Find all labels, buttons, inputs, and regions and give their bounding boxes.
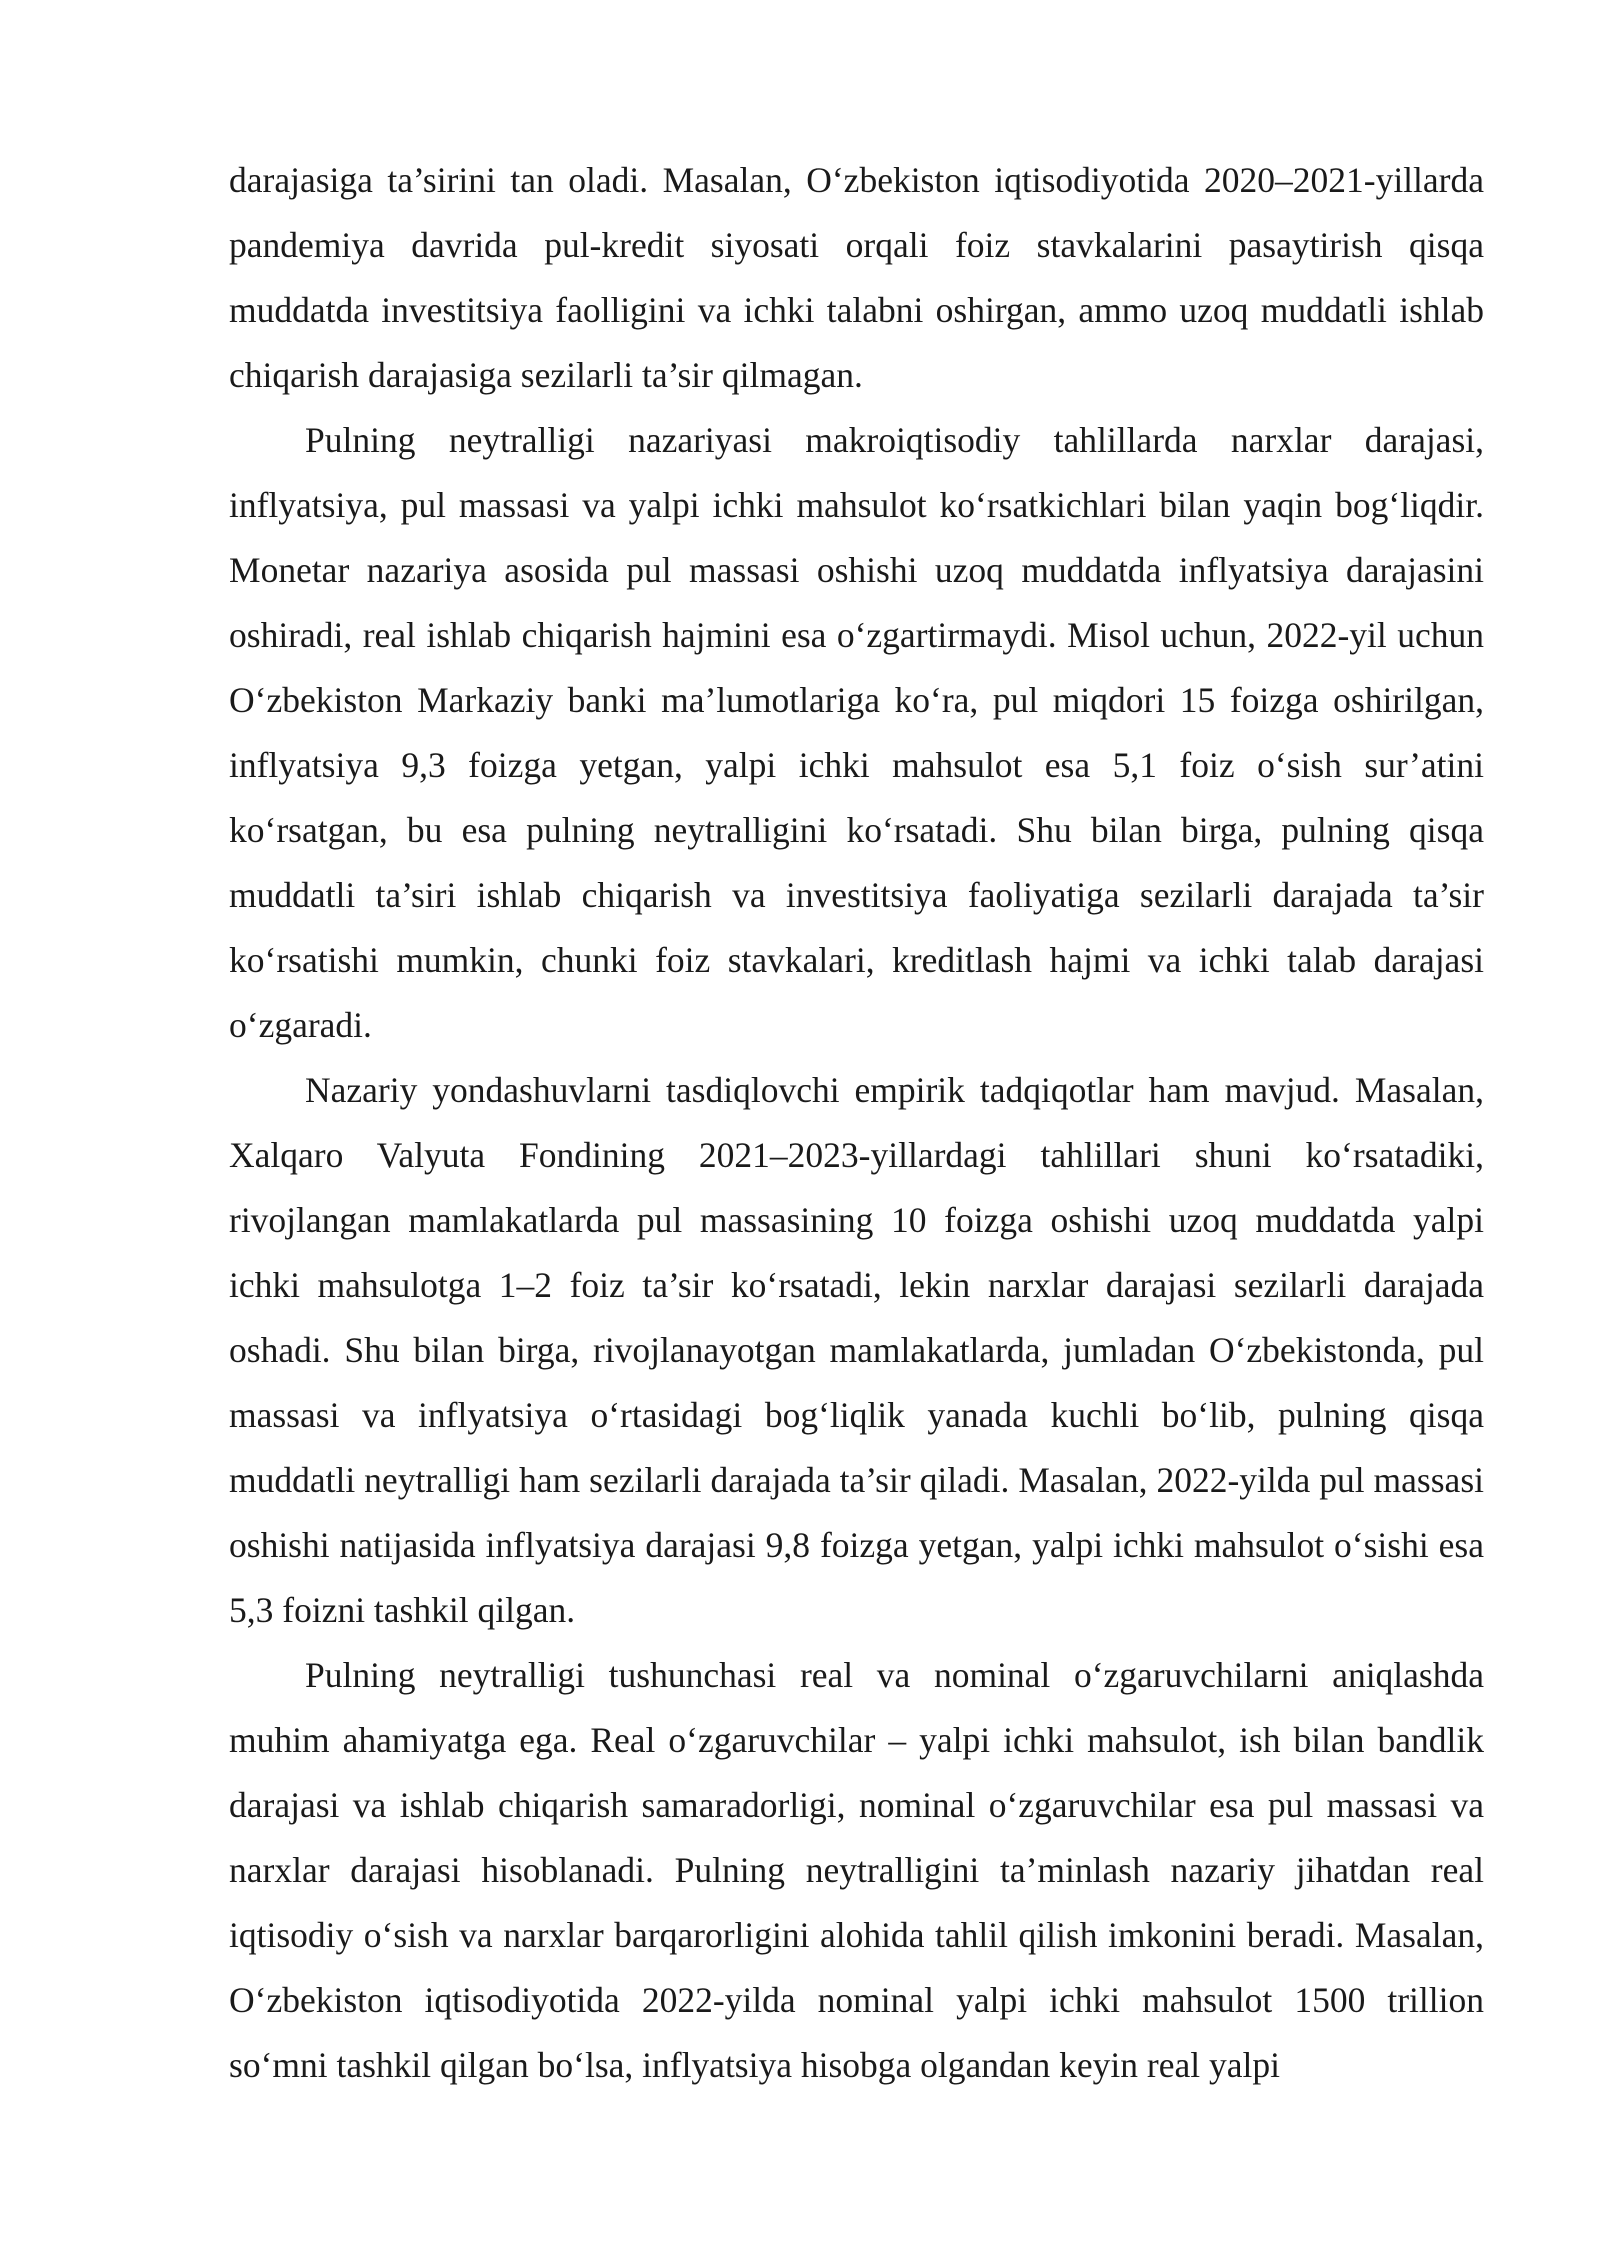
paragraph: Pulning neytralligi tushunchasi real va nominal o‘zgaruvchilarni aniqlashda muhim ahamiyatga ega. Real o‘zgaruvchilar – yalpi ichki mahsulot, ish bilan bandlik darajasi va ishlab chiqarish samaradorligi, nominal o‘zgaruvchilar esa pul massasi va narxlar darajasi hisoblanadi. Pulning neytralligini ta’minlash nazariy jihatdan real iqtisodiy o‘sish va narxlar barqarorligini alohida tahlil qilish imkonini beradi. Masalan, O‘zbekiston iqtisodiyotida 2022-yilda nominal yalpi ichki mahsulot 1500 trillion so‘mni tashkil qilgan bo‘lsa, inflyatsiya hisobga olgandan keyin real yalpi — [229, 1655, 1484, 2085]
paragraph: Nazariy yondashuvlarni tasdiqlovchi empirik tadqiqotlar ham mavjud. Masalan, Xalqaro Valyuta Fondining 2021–2023-yillardagi tahlillari shuni ko‘rsatadiki, rivojlangan mamlakatlarda pul massasining 10 foizga oshishi uzoq muddatda yalpi ichki mahsulotga 1–2 foiz ta’sir ko‘rsatadi, lekin narxlar darajasi sezilarli darajada oshadi. Shu bilan birga, rivojlanayotgan mamlakatlarda, jumladan O‘zbekistonda, pul massasi va inflyatsiya o‘rtasidagi bog‘liqlik yanada kuchli bo‘lib, pulning qisqa muddatli neytralligi ham sezilarli darajada ta’sir qiladi. Masalan, 2022-yilda pul massasi oshishi natijasida inflyatsiya darajasi 9,8 foizga yetgan, yalpi ichki mahsulot o‘sishi esa 5,3 foizni tashkil qilgan. — [229, 1070, 1484, 1630]
paragraph: Pulning neytralligi nazariyasi makroiqtisodiy tahlillarda narxlar darajasi, inflyatsiya, pul massasi va yalpi ichki mahsulot ko‘rsatkichlari bilan yaqin bog‘liqdir. Monetar nazariya asosida pul massasi oshishi uzoq muddatda inflyatsiya darajasini oshiradi, real ishlab chiqarish hajmini esa o‘zgartirmaydi. Misol uchun, 2022-yil uchun O‘zbekiston Markaziy banki ma’lumotlariga ko‘ra, pul miqdori 15 foizga oshirilgan, inflyatsiya 9,3 foizga yetgan, yalpi ichki mahsulot esa 5,1 foiz o‘sish sur’atini ko‘rsatgan, bu esa pulning neytralligini ko‘rsatadi. Shu bilan birga, pulning qisqa muddatli ta’siri ishlab chiqarish va investitsiya faoliyatiga sezilarli darajada ta’sir ko‘rsatishi mumkin, chunki foiz stavkalari, kreditlash hajmi va ichki talab darajasi o‘zgaradi. — [229, 420, 1484, 1045]
paragraph-continuation: darajasiga ta’sirini tan oladi. Masalan, O‘zbekiston iqtisodiyotida 2020–2021-yillarda pandemiya davrida pul-kredit siyosati orqali foiz stavkalarini pasaytirish qisqa muddatda investitsiya faolligini va ichki talabni oshirgan, ammo uzoq muddatli ishlab chiqarish darajasiga sezilarli ta’sir qilmagan. — [229, 160, 1484, 395]
body-text — [229, 148, 1484, 2098]
